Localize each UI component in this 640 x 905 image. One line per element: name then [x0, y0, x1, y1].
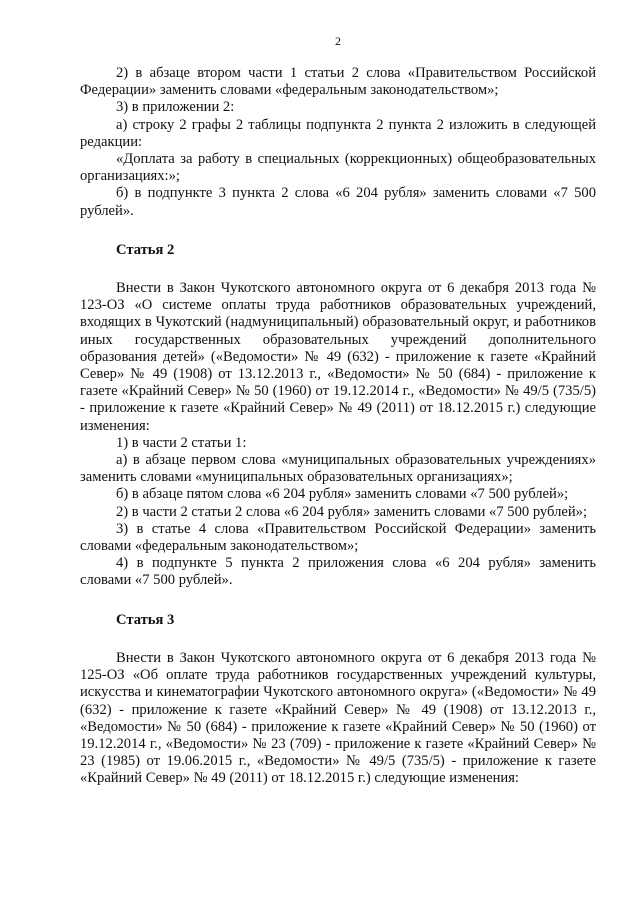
paragraph: 2) в абзаце втором части 1 статьи 2 слова «Правительством Российской Федерации» заменить словами «федеральным законодательством»; — [80, 65, 596, 99]
paragraph: Внести в Закон Чукотского автономного округа от 6 декабря 2013 года № 125-ОЗ «Об оплате труда работников государственных учреждений культуры, искусства и кинематографии Чукотского автономного округа» («Ведомости» № 49 (632) - приложение к газете «Крайний Север» № 49 (1908) от 13.12.2013 г., «Ведомости» № 50 (684) - приложение к газете «Крайний Север» № 50 (1960) от 19.12.2014 г., «Ведомости» № 23 (709) - приложение к газете «Крайний Север» № 23 (1985) от 19.06.2015 г., «Ведомости» № 49/5 (735/5) - приложение к газете «Крайний Север» № 49 (2011) от 18.12.2015 г.) следующие изменения: — [80, 649, 596, 787]
paragraph: а) строку 2 графы 2 таблицы подпункта 2 пункта 2 изложить в следующей редакции: — [80, 116, 596, 150]
paragraph: Внести в Закон Чукотского автономного округа от 6 декабря 2013 года № 123-ОЗ «О системе оплаты труда работников образовательных учреждений, входящих в Чукотский (надмуниципальный) образовательный округ, и работников иных государственных образовательных учреждений дополнительного образования детей» («Ведомости» № 49 (632) - приложение к газете «Крайний Север» № 49 (1908) от 13.12.2013 г., «Ведомости» № 50 (684) - приложение к газете «Крайний Север» № 50 (1960) от 19.12.2014 г., «Ведомости» № 49/5 (735/5) - приложение к газете «Крайний Север» № 49 (2011) от 18.12.2015 г.) следующие изменения: — [80, 280, 596, 434]
section-1 — [80, 65, 596, 220]
paragraph: 4) в подпункте 5 пункта 2 приложения слова «6 204 рубля» заменить словами «7 500 рублей». — [80, 555, 596, 589]
article-2-heading: Статья 2 — [116, 241, 175, 258]
paragraph: б) в абзаце пятом слова «6 204 рубля» заменить словами «7 500 рублей»; — [116, 486, 569, 503]
paragraph: а) в абзаце первом слова «муниципальных образовательных учреждениях» заменить словами «муниципальных образовательных организациях»; — [80, 452, 596, 486]
paragraph: «Доплата за работу в специальных (коррекционных) общеобразовательных организациях:»; — [80, 151, 596, 185]
paragraph: 3) в приложении 2: — [116, 99, 235, 116]
paragraph: б) в подпункте 3 пункта 2 слова «6 204 рубля» заменить словами «7 500 рублей». — [80, 185, 596, 219]
paragraph: 3) в статье 4 слова «Правительством Российской Федерации» заменить словами «федеральным законодательством»; — [80, 520, 596, 555]
article-3-body — [80, 650, 596, 788]
page-number: 2 — [335, 34, 341, 48]
paragraph: 2) в части 2 статьи 2 слова «6 204 рубля» заменить словами «7 500 рублей»; — [116, 503, 588, 520]
article-3-heading: Статья 3 — [116, 611, 175, 628]
article-2-body — [80, 280, 596, 590]
paragraph: 1) в части 2 статьи 1: — [116, 434, 247, 451]
